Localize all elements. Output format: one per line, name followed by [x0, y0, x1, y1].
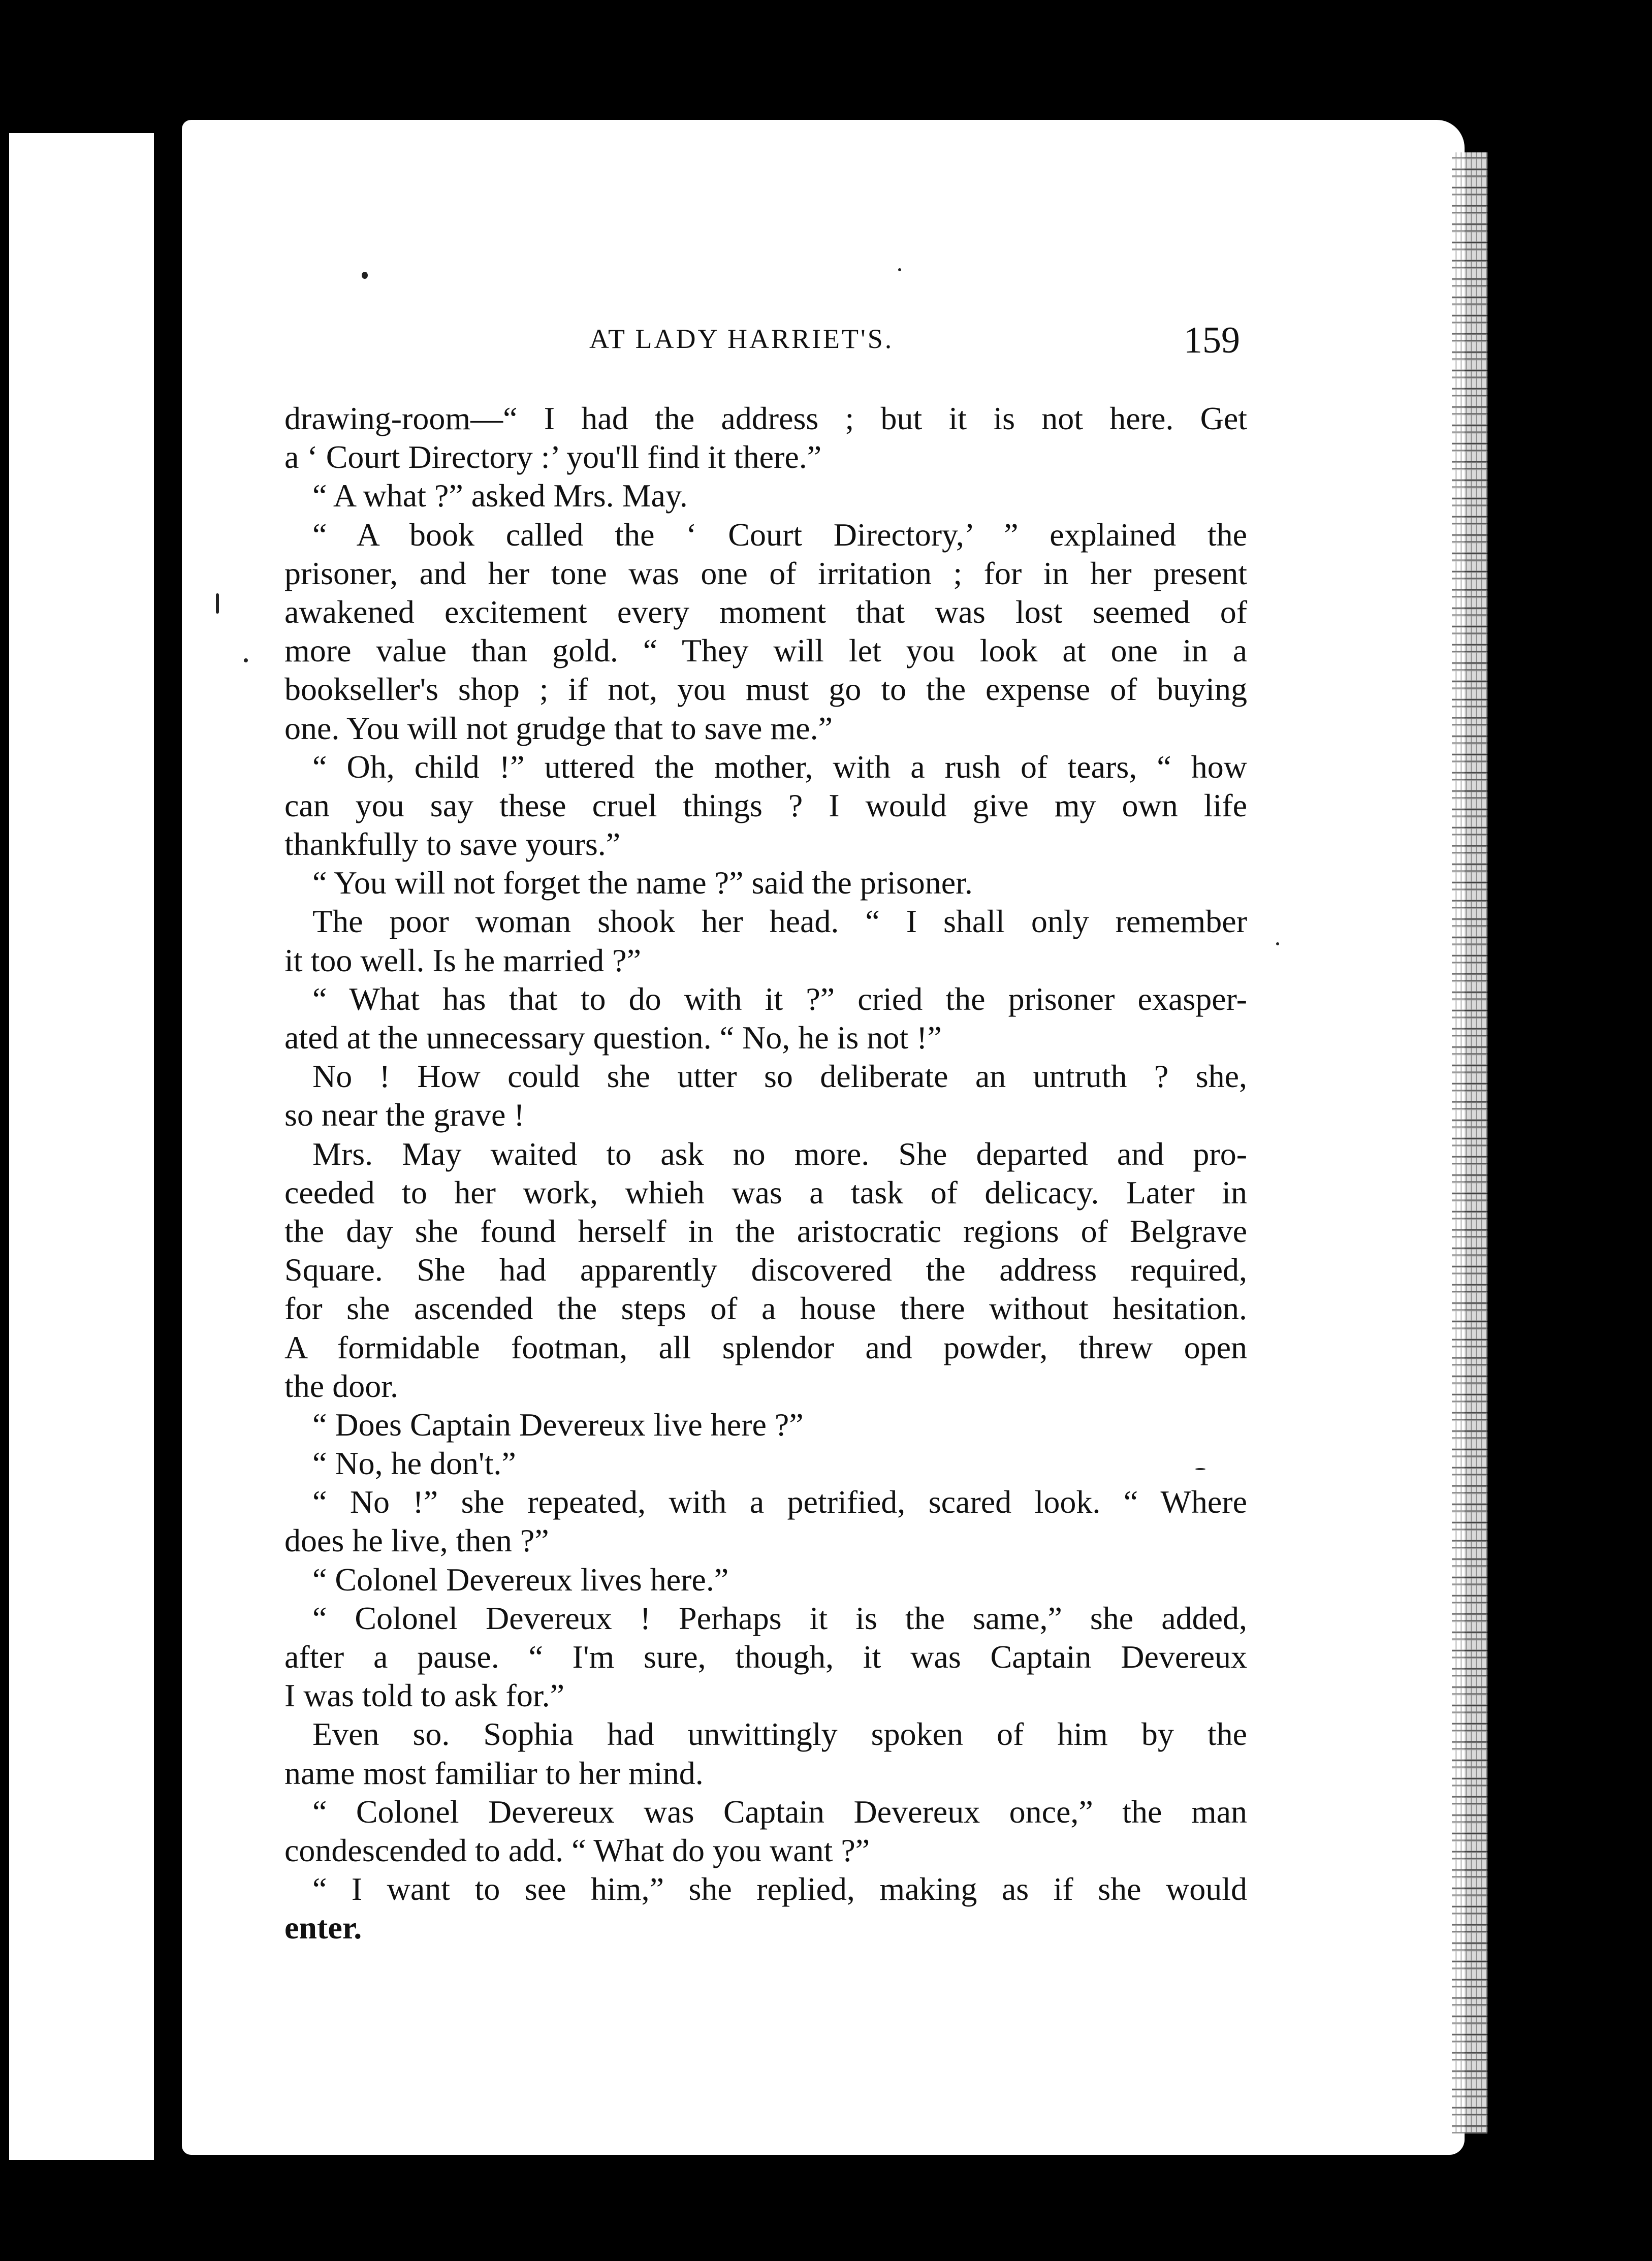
text-line: Mrs. May waited to ask no more. She departed and pro-: [312, 1135, 1247, 1172]
text-line: thankfully to save yours.”: [284, 826, 621, 863]
text-line: after a pause. “ I'm sure, though, it was Captain Devereux: [284, 1639, 1247, 1675]
scan-speck: [216, 593, 219, 614]
text-line: A formidable footman, all splendor and powder, threw open: [284, 1329, 1247, 1365]
text-line: “ What has that to do with it ?” cried the prisoner exasper-: [312, 980, 1247, 1017]
text-line: bookseller's shop ; if not, you must go to the expense of buying: [284, 671, 1247, 708]
running-title: AT LADY HARRIET'S.: [589, 324, 894, 354]
text-line: Square. She had apparently discovered the address required,: [284, 1252, 1247, 1288]
text-line: the day she found herself in the aristocratic regions of Belgrave: [284, 1213, 1247, 1249]
text-line: ated at the unnecessary question. “ No, he is not !”: [284, 1020, 942, 1056]
text-line: can you say these cruel things ? I would give my own life: [284, 787, 1247, 823]
body-text: [284, 399, 1247, 1948]
text-line: “ A book called the ‘ Court Directory,’ ” explained the: [312, 516, 1247, 553]
text-line: does he live, then ?”: [284, 1522, 549, 1559]
text-line: the door.: [284, 1367, 398, 1404]
text-line: drawing-room—“ I had the address ; but it is not here. Get: [284, 400, 1247, 436]
text-line: “ Colonel Devereux ! Perhaps it is the same,” she added,: [312, 1600, 1247, 1636]
text-line: I was told to ask for.”: [284, 1677, 564, 1714]
text-line: name most familiar to her mind.: [284, 1755, 704, 1791]
text-line: “ Does Captain Devereux live here ?”: [312, 1406, 804, 1443]
running-head: [0, 319, 1652, 365]
text-line: “ No, he don't.”: [312, 1445, 516, 1482]
text-line: more value than gold. “ They will let you look at one in a: [284, 632, 1247, 669]
text-line: one. You will not grudge that to save me.”: [284, 710, 833, 746]
page-fore-edge: [1452, 152, 1487, 2133]
text-line: ceeded to her work, whieh was a task of delicacy. Later in: [284, 1174, 1247, 1211]
text-line: prisoner, and her tone was one of irritation ; for in her present: [284, 555, 1247, 591]
scan-speck: [898, 268, 901, 271]
text-line: “ No !” she repeated, with a petrified, scared look. “ Where: [312, 1484, 1247, 1520]
text-line: Even so. Sophia had unwittingly spoken of him by the: [312, 1716, 1247, 1753]
text-line: it too well. Is he married ?”: [284, 942, 641, 978]
text-line: condescended to add. “ What do you want ?”: [284, 1832, 870, 1868]
text-line: “ I want to see him,” she replied, making as if she would: [312, 1871, 1247, 1907]
text-line: for she ascended the steps of a house there without hesitation.: [284, 1290, 1247, 1327]
text-line: “ You will not forget the name ?” said the prisoner.: [312, 865, 973, 901]
text-line: awakened excitement every moment that was lost seemed of: [284, 593, 1247, 630]
text-line: No ! How could she utter so deliberate an untruth ? she,: [312, 1058, 1247, 1095]
text-line: “ Oh, child !” uttered the mother, with a rush of tears, “ how: [312, 748, 1247, 785]
text-line: “ Colonel Devereux lives here.”: [312, 1561, 729, 1598]
text-line: “ A what ?” asked Mrs. May.: [312, 477, 688, 514]
text-line: “ Colonel Devereux was Captain Devereux once,” the man: [312, 1793, 1247, 1830]
scan-speck: [244, 658, 248, 662]
page-number: 159: [1184, 320, 1240, 361]
scan-speck: [1276, 942, 1279, 945]
text-line: enter.: [284, 1909, 362, 1946]
binding-strip: [9, 133, 154, 2160]
text-line: so near the grave !: [284, 1097, 525, 1133]
text-line: The poor woman shook her head. “ I shall only remember: [312, 903, 1247, 940]
text-line: a ‘ Court Directory :’ you'll find it there.”: [284, 439, 822, 475]
scan-speck: [362, 272, 368, 279]
